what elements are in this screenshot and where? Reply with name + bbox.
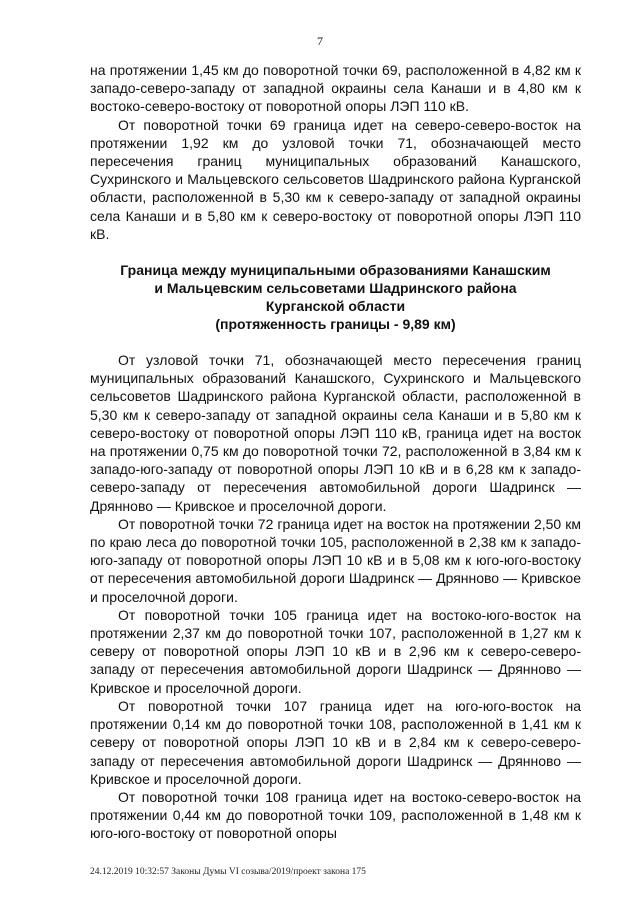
section-heading-line: Граница между муниципальными образованиями Канашским xyxy=(120,262,551,279)
section-heading-length: (протяженность границы - 9,89 км) xyxy=(215,316,456,333)
paragraph: От поворотной точки 72 граница идет на восток на протяжении 2,50 км по краю леса до поворотной точки 105, расположенной в 2,38 км к западо-юго-западу от поворотной опоры ЛЭП 10 кВ и в 5,08 км к юго-юго-востоку от пересечения автомобильной дороги Шадринск — Дрянново — Кривское и проселочной дороги. xyxy=(90,515,581,605)
spacer xyxy=(90,243,581,261)
paragraph: От поворотной точки 108 граница идет на востоко-северо-восток на протяжении 0,44 км до поворотной точки 109, расположенной в 1,48 км к юго-юго-востоку от поворотной опоры xyxy=(90,788,581,842)
document-body xyxy=(90,61,581,843)
page-number: 7 xyxy=(317,34,323,48)
paragraph: От поворотной точки 107 граница идет на юго-юго-восток на протяжении 0,14 км до поворотной точки 108, расположенной в 1,41 км к северу от поворотной опоры ЛЭП 10 кВ и в 2,84 км к северо-северо-западу от пересечения автомобильной дороги Шадринск — Дрянново — Кривское и проселочной дороги. xyxy=(90,697,581,787)
paragraph: От узловой точки 71, обозначающей место пересечения границ муниципальных образований Канашского, Сухринского и Мальцевского сельсоветов Шадринского района Курганской области, расположенной в 5,30 км к северо-западу от западной окраины села Канаши и в 5,80 км к северо-востоку от поворотной опоры ЛЭП 110 кВ, граница идет на восток на протяжении 0,75 км до поворотной точки 72, расположенной в 3,84 км к западо-юго-западу от поворотной опоры ЛЭП 10 кВ и в 6,28 км к западо-северо-западу от пересечения автомобильной дороги Шадринск — Дрянново — Кривское и проселочной дороги. xyxy=(90,352,581,514)
section-heading-line: и Мальцевским сельсоветами Шадринского района xyxy=(154,280,517,297)
paragraph: От поворотной точки 69 граница идет на северо-северо-восток на протяжении 1,92 км до узловой точки 71, обозначающей место пересечения границ муниципальных образований Канашского, Сухринского и Мальцевского сельсоветов Шадринского района Курганской области, расположенной в 5,30 км к северо-западу от западной окраины села Канаши и в 5,80 км к северо-востоку от поворотной опоры ЛЭП 110 кВ. xyxy=(90,116,581,242)
paragraph: От поворотной точки 105 граница идет на востоко-юго-восток на протяжении 2,37 км до поворотной точки 107, расположенной в 1,27 км к северу от поворотной опоры ЛЭП 10 кВ и в 2,96 км к северо-северо-западу от пересечения автомобильной дороги Шадринск — Дрянново — Кривское и проселочной дороги. xyxy=(90,606,581,696)
spacer xyxy=(90,333,581,351)
document-footer: 24.12.2019 10:32:57 Законы Думы VI созыва/2019/проект закона 175 xyxy=(90,867,366,877)
paragraph: на протяжении 1,45 км до поворотной точки 69, расположенной в 4,82 км к западо-северо-западу от западной окраины села Канаши и в 4,80 км к востоко-северо-востоку от поворотной опоры ЛЭП 110 кВ. xyxy=(90,62,581,115)
section-heading-line: Курганской области xyxy=(265,298,406,315)
